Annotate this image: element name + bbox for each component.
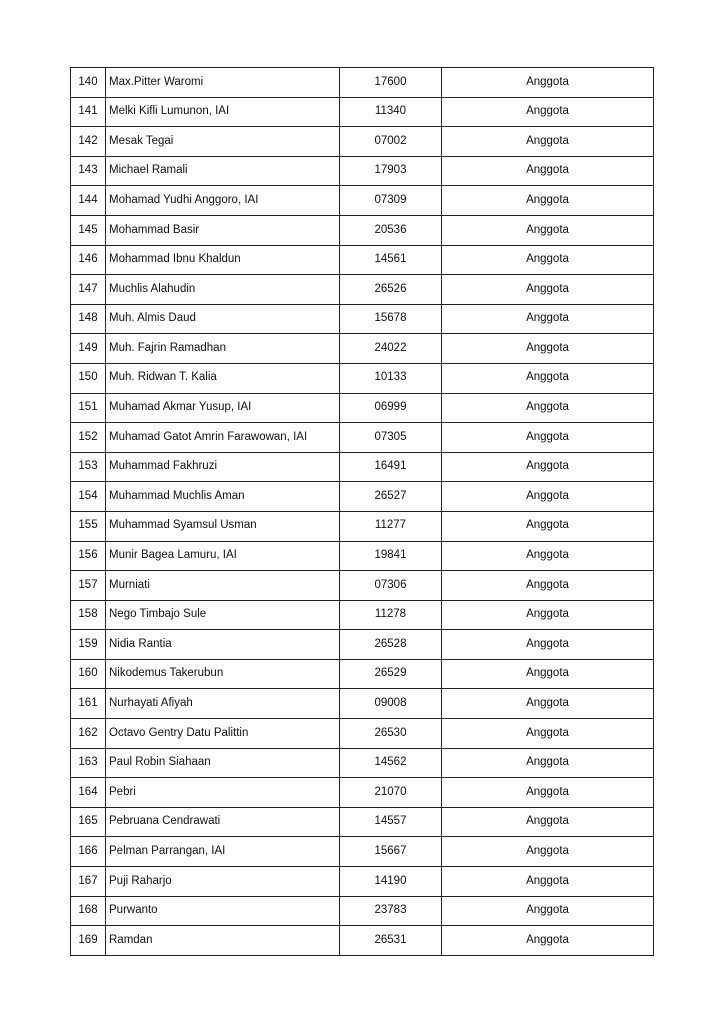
member-name-cell: Mohammad Ibnu Khaldun bbox=[106, 245, 340, 275]
member-name-cell: Michael Ramali bbox=[106, 156, 340, 186]
member-role-cell: Anggota bbox=[442, 748, 654, 778]
member-id-cell: 15678 bbox=[340, 304, 442, 334]
member-role-cell: Anggota bbox=[442, 807, 654, 837]
member-role-cell: Anggota bbox=[442, 68, 654, 98]
member-role-cell: Anggota bbox=[442, 393, 654, 423]
member-id-cell: 26526 bbox=[340, 275, 442, 305]
member-role-cell: Anggota bbox=[442, 630, 654, 660]
member-name-cell: Muhamad Gatot Amrin Farawowan, IAI bbox=[106, 423, 340, 453]
row-number-cell: 140 bbox=[71, 68, 106, 98]
table-row bbox=[71, 482, 654, 512]
member-id-cell: 26531 bbox=[340, 926, 442, 956]
member-name-cell: Puji Raharjo bbox=[106, 867, 340, 897]
table-row bbox=[71, 630, 654, 660]
member-id-cell: 11277 bbox=[340, 511, 442, 541]
table-row bbox=[71, 600, 654, 630]
member-name-cell: Paul Robin Siahaan bbox=[106, 748, 340, 778]
member-role-cell: Anggota bbox=[442, 423, 654, 453]
table-row bbox=[71, 363, 654, 393]
table-row bbox=[71, 275, 654, 305]
member-id-cell: 16491 bbox=[340, 452, 442, 482]
table-row bbox=[71, 659, 654, 689]
member-name-cell: Muhammad Fakhruzi bbox=[106, 452, 340, 482]
member-name-cell: Muhamad Akmar Yusup, IAI bbox=[106, 393, 340, 423]
member-id-cell: 14561 bbox=[340, 245, 442, 275]
row-number-cell: 160 bbox=[71, 659, 106, 689]
table-row bbox=[71, 452, 654, 482]
row-number-cell: 153 bbox=[71, 452, 106, 482]
member-name-cell: Nurhayati Afiyah bbox=[106, 689, 340, 719]
table-row bbox=[71, 896, 654, 926]
member-name-cell: Purwanto bbox=[106, 896, 340, 926]
member-role-cell: Anggota bbox=[442, 334, 654, 364]
table-row bbox=[71, 97, 654, 127]
member-id-cell: 09008 bbox=[340, 689, 442, 719]
table-row bbox=[71, 127, 654, 157]
table-row bbox=[71, 393, 654, 423]
member-id-cell: 10133 bbox=[340, 363, 442, 393]
member-role-cell: Anggota bbox=[442, 867, 654, 897]
row-number-cell: 143 bbox=[71, 156, 106, 186]
table-row bbox=[71, 867, 654, 897]
member-name-cell: Muhammad Muchlis Aman bbox=[106, 482, 340, 512]
row-number-cell: 145 bbox=[71, 215, 106, 245]
row-number-cell: 161 bbox=[71, 689, 106, 719]
member-name-cell: Nidia Rantia bbox=[106, 630, 340, 660]
table-row bbox=[71, 334, 654, 364]
member-name-cell: Nikodemus Takerubun bbox=[106, 659, 340, 689]
table-row bbox=[71, 245, 654, 275]
row-number-cell: 159 bbox=[71, 630, 106, 660]
row-number-cell: 150 bbox=[71, 363, 106, 393]
row-number-cell: 158 bbox=[71, 600, 106, 630]
member-name-cell: Ramdan bbox=[106, 926, 340, 956]
member-id-cell: 15667 bbox=[340, 837, 442, 867]
member-table bbox=[70, 67, 654, 956]
member-id-cell: 07306 bbox=[340, 571, 442, 601]
row-number-cell: 154 bbox=[71, 482, 106, 512]
row-number-cell: 148 bbox=[71, 304, 106, 334]
member-table-body bbox=[71, 68, 654, 956]
member-role-cell: Anggota bbox=[442, 926, 654, 956]
row-number-cell: 156 bbox=[71, 541, 106, 571]
member-role-cell: Anggota bbox=[442, 215, 654, 245]
row-number-cell: 142 bbox=[71, 127, 106, 157]
member-role-cell: Anggota bbox=[442, 778, 654, 808]
row-number-cell: 165 bbox=[71, 807, 106, 837]
member-role-cell: Anggota bbox=[442, 363, 654, 393]
member-id-cell: 21070 bbox=[340, 778, 442, 808]
member-role-cell: Anggota bbox=[442, 97, 654, 127]
row-number-cell: 162 bbox=[71, 719, 106, 749]
member-id-cell: 26530 bbox=[340, 719, 442, 749]
member-role-cell: Anggota bbox=[442, 571, 654, 601]
row-number-cell: 152 bbox=[71, 423, 106, 453]
table-row bbox=[71, 719, 654, 749]
member-name-cell: Mohamad Yudhi Anggoro, IAI bbox=[106, 186, 340, 216]
member-name-cell: Octavo Gentry Datu Palittin bbox=[106, 719, 340, 749]
row-number-cell: 151 bbox=[71, 393, 106, 423]
member-role-cell: Anggota bbox=[442, 127, 654, 157]
member-name-cell: Pebruana Cendrawati bbox=[106, 807, 340, 837]
member-name-cell: Pebri bbox=[106, 778, 340, 808]
table-row bbox=[71, 837, 654, 867]
member-name-cell: Nego Timbajo Sule bbox=[106, 600, 340, 630]
member-role-cell: Anggota bbox=[442, 659, 654, 689]
member-name-cell: Pelman Parrangan, IAI bbox=[106, 837, 340, 867]
member-name-cell: Murniati bbox=[106, 571, 340, 601]
row-number-cell: 169 bbox=[71, 926, 106, 956]
member-name-cell: Max.Pitter Waromi bbox=[106, 68, 340, 98]
member-name-cell: Muh. Ridwan T. Kalia bbox=[106, 363, 340, 393]
table-row bbox=[71, 186, 654, 216]
member-role-cell: Anggota bbox=[442, 719, 654, 749]
row-number-cell: 164 bbox=[71, 778, 106, 808]
row-number-cell: 166 bbox=[71, 837, 106, 867]
member-id-cell: 23783 bbox=[340, 896, 442, 926]
member-name-cell: Muhammad Syamsul Usman bbox=[106, 511, 340, 541]
member-role-cell: Anggota bbox=[442, 896, 654, 926]
member-id-cell: 26527 bbox=[340, 482, 442, 512]
member-role-cell: Anggota bbox=[442, 837, 654, 867]
member-id-cell: 17600 bbox=[340, 68, 442, 98]
table-row bbox=[71, 511, 654, 541]
member-id-cell: 19841 bbox=[340, 541, 442, 571]
table-row bbox=[71, 541, 654, 571]
member-name-cell: Muchlis Alahudin bbox=[106, 275, 340, 305]
member-id-cell: 24022 bbox=[340, 334, 442, 364]
row-number-cell: 167 bbox=[71, 867, 106, 897]
member-id-cell: 26529 bbox=[340, 659, 442, 689]
row-number-cell: 144 bbox=[71, 186, 106, 216]
row-number-cell: 146 bbox=[71, 245, 106, 275]
member-role-cell: Anggota bbox=[442, 452, 654, 482]
member-role-cell: Anggota bbox=[442, 304, 654, 334]
table-row bbox=[71, 304, 654, 334]
member-name-cell: Munir Bagea Lamuru, IAI bbox=[106, 541, 340, 571]
member-id-cell: 20536 bbox=[340, 215, 442, 245]
member-id-cell: 14562 bbox=[340, 748, 442, 778]
row-number-cell: 141 bbox=[71, 97, 106, 127]
row-number-cell: 149 bbox=[71, 334, 106, 364]
member-name-cell: Mohammad Basir bbox=[106, 215, 340, 245]
member-id-cell: 06999 bbox=[340, 393, 442, 423]
member-name-cell: Melki Kifli Lumunon, IAI bbox=[106, 97, 340, 127]
member-role-cell: Anggota bbox=[442, 689, 654, 719]
member-role-cell: Anggota bbox=[442, 275, 654, 305]
row-number-cell: 163 bbox=[71, 748, 106, 778]
table-row bbox=[71, 215, 654, 245]
member-role-cell: Anggota bbox=[442, 156, 654, 186]
table-row bbox=[71, 748, 654, 778]
member-id-cell: 14557 bbox=[340, 807, 442, 837]
table-row bbox=[71, 423, 654, 453]
member-role-cell: Anggota bbox=[442, 541, 654, 571]
member-id-cell: 07002 bbox=[340, 127, 442, 157]
member-role-cell: Anggota bbox=[442, 600, 654, 630]
row-number-cell: 147 bbox=[71, 275, 106, 305]
member-id-cell: 11340 bbox=[340, 97, 442, 127]
member-id-cell: 07309 bbox=[340, 186, 442, 216]
member-name-cell: Muh. Almis Daud bbox=[106, 304, 340, 334]
member-id-cell: 26528 bbox=[340, 630, 442, 660]
member-id-cell: 07305 bbox=[340, 423, 442, 453]
member-role-cell: Anggota bbox=[442, 511, 654, 541]
table-row bbox=[71, 571, 654, 601]
member-id-cell: 11278 bbox=[340, 600, 442, 630]
row-number-cell: 168 bbox=[71, 896, 106, 926]
table-row bbox=[71, 926, 654, 956]
row-number-cell: 157 bbox=[71, 571, 106, 601]
row-number-cell: 155 bbox=[71, 511, 106, 541]
table-row bbox=[71, 689, 654, 719]
member-name-cell: Muh. Fajrin Ramadhan bbox=[106, 334, 340, 364]
table-row bbox=[71, 156, 654, 186]
member-id-cell: 14190 bbox=[340, 867, 442, 897]
table-row bbox=[71, 807, 654, 837]
table-row bbox=[71, 68, 654, 98]
member-id-cell: 17903 bbox=[340, 156, 442, 186]
table-row bbox=[71, 778, 654, 808]
member-role-cell: Anggota bbox=[442, 245, 654, 275]
member-name-cell: Mesak Tegai bbox=[106, 127, 340, 157]
member-role-cell: Anggota bbox=[442, 482, 654, 512]
member-role-cell: Anggota bbox=[442, 186, 654, 216]
